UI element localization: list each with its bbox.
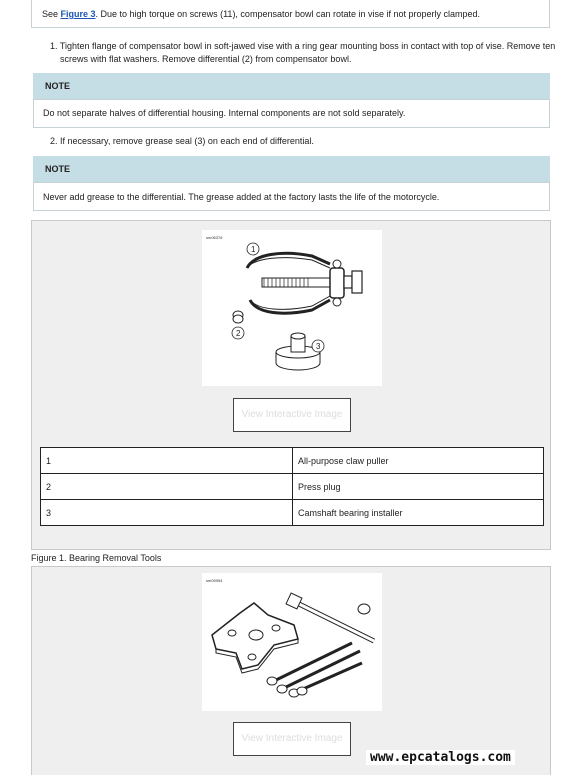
note-text: Never add grease to the differential. The grease added at the factory lasts the life of the motorcycle.: [33, 182, 550, 211]
figure-1-panel: [31, 220, 551, 550]
part-number: 1: [41, 448, 293, 474]
table-row: [41, 474, 544, 500]
callout-3: 3: [316, 342, 321, 351]
table-row: [41, 448, 544, 474]
image-id: sm06376: [206, 235, 223, 240]
claw-puller-illustration: [202, 230, 382, 386]
bearing-tool-illustration: [202, 573, 382, 711]
note-heading: NOTE: [33, 73, 550, 100]
callout-2: 2: [236, 329, 241, 338]
step-2: 2. If necessary, remove grease seal (3) on each end of differential.: [50, 136, 314, 146]
figure-1-image[interactable]: [202, 230, 382, 386]
step-1: 1. Tighten flange of compensator bowl in soft-jawed vise with a ring gear mounting boss in contact with top of vise. Remove ten screws with flat washers. Remove differential (2) from compensator bowl.: [50, 41, 556, 64]
note-heading: NOTE: [33, 156, 550, 183]
watermark: www.epcatalogs.com: [366, 750, 515, 765]
figure-2-panel: [31, 566, 551, 775]
part-number: 2: [41, 474, 293, 500]
figure-1-caption: Figure 1. Bearing Removal Tools: [31, 553, 162, 563]
figure-2-image[interactable]: [202, 573, 382, 711]
intro-paragraph: See Figure 3. Due to high torque on screws (11), compensator bowl can rotate in vise if not properly clamped.: [31, 0, 550, 28]
image-id: sm09954: [206, 578, 223, 583]
table-row: [41, 500, 544, 526]
part-number: 3: [41, 500, 293, 526]
view-interactive-image-button[interactable]: View Interactive Image: [233, 398, 351, 432]
note-text: Do not separate halves of differential housing. Internal components are not sold separately.: [33, 99, 550, 128]
parts-table: [40, 447, 544, 526]
part-name: Camshaft bearing installer: [293, 500, 544, 526]
view-interactive-image-button[interactable]: View Interactive Image: [233, 722, 351, 756]
part-name: All-purpose claw puller: [293, 448, 544, 474]
callout-1: 1: [251, 245, 256, 254]
part-name: Press plug: [293, 474, 544, 500]
figure-3-link[interactable]: Figure 3: [60, 9, 96, 19]
